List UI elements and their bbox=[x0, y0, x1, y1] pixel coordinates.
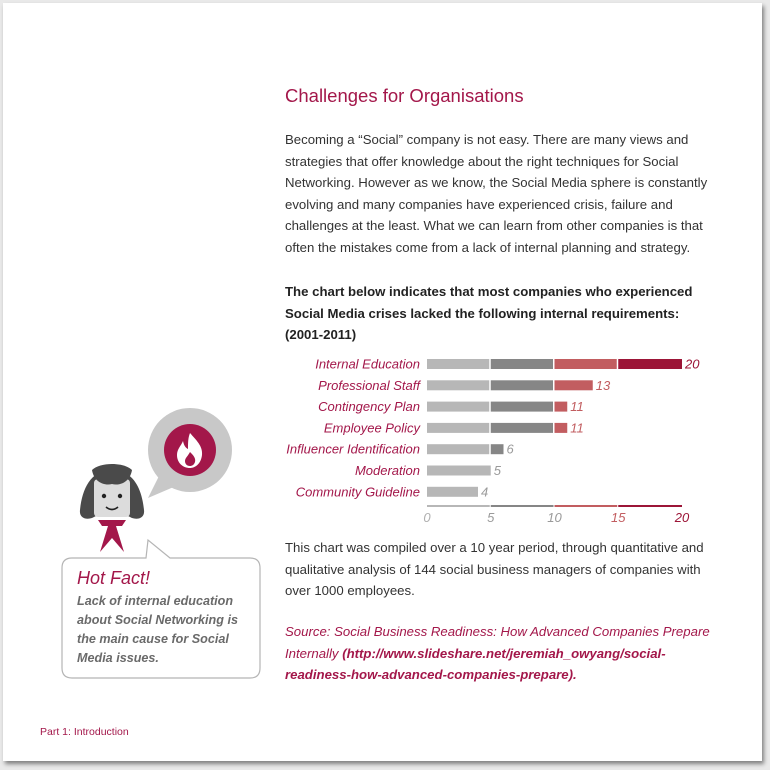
bar-value-label: 5 bbox=[493, 463, 501, 478]
bar-segment bbox=[555, 423, 568, 433]
bar-segment bbox=[427, 466, 491, 476]
intro-paragraph: Becoming a “Social” company is not easy. There are many views and strategies that offer knowledge about the right techniques for Social Networking. However as we know, the Social Media sphere is constantly evolving and many companies have experienced crisis, failure and challenges at the least. What we can learn from other companies is that often the mistakes come from a lack of internal planning and strategy. bbox=[285, 132, 708, 255]
bar-segment bbox=[555, 380, 593, 390]
woman-avatar-icon bbox=[80, 464, 144, 552]
source-link[interactable]: (http://www.slideshare.net/jeremiah_owyang/social-readiness-how-advanced-companies-prepare). bbox=[285, 645, 666, 683]
bar-segment bbox=[427, 487, 478, 497]
chart-note-paragraph: This chart was compiled over a 10 year period, through quantitative and qualitative analysis of 144 social business managers of companies with over 1000 employees. bbox=[285, 540, 704, 599]
page-title: Challenges for Organisations bbox=[285, 85, 524, 106]
source-citation bbox=[285, 621, 715, 686]
bar-segment bbox=[491, 402, 553, 412]
bar-value-label: 6 bbox=[506, 441, 514, 457]
category-label: Internal Education bbox=[315, 356, 420, 372]
bar-segment bbox=[427, 380, 489, 390]
hot-fact-title: Hot Fact! bbox=[77, 568, 151, 588]
category-label: Influencer Identification bbox=[286, 441, 420, 457]
page-footer: Part 1: Introduction bbox=[40, 726, 129, 738]
bar-value-label: 13 bbox=[595, 377, 611, 393]
bar-value-label: 11 bbox=[570, 399, 584, 415]
bar-segment bbox=[427, 402, 489, 412]
hot-fact-text: Lack of internal education about Social Networking is the main cause for Social Media issues. bbox=[77, 594, 238, 665]
bar-value-label: 20 bbox=[685, 356, 700, 372]
bar-value-label: 11 bbox=[570, 420, 584, 436]
x-tick-label: 15 bbox=[611, 510, 626, 525]
x-tick-label: 10 bbox=[547, 510, 562, 525]
chart-intro-paragraph: The chart below indicates that most companies who experienced Social Media crises lacked the following internal requirements: (2001-2011) bbox=[285, 284, 693, 343]
category-label: Community Guideline bbox=[295, 484, 420, 500]
category-label: Employee Policy bbox=[323, 420, 420, 436]
category-label: Professional Staff bbox=[318, 377, 420, 393]
bar-segment bbox=[555, 359, 617, 369]
bar-segment bbox=[491, 380, 553, 390]
bar-segment bbox=[427, 359, 489, 369]
x-tick-label: 20 bbox=[674, 510, 690, 525]
bar-segment bbox=[491, 444, 504, 454]
x-tick-label: 5 bbox=[487, 510, 495, 525]
x-tick-label: 0 bbox=[423, 510, 431, 525]
fire-icon bbox=[164, 424, 216, 476]
bar-value-label: 4 bbox=[481, 484, 489, 500]
bar-segment bbox=[427, 423, 489, 433]
bar-segment bbox=[491, 423, 553, 433]
category-label: Moderation bbox=[354, 463, 420, 478]
bar-segment bbox=[427, 444, 489, 454]
bar-segment bbox=[491, 359, 553, 369]
source-text: Source: Social Business Readiness: How Advanced Companies Prepare Internally bbox=[285, 624, 710, 661]
bar-segment bbox=[618, 359, 682, 369]
bar-segment bbox=[555, 402, 568, 412]
category-label: Contingency Plan bbox=[318, 399, 420, 415]
